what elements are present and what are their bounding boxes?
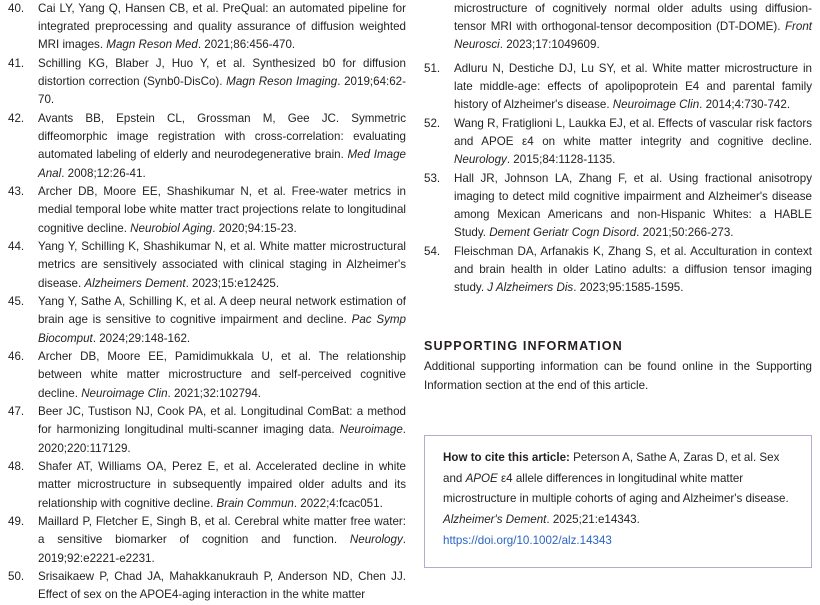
reference-details: . 2008;12:26-41. — [61, 166, 146, 180]
reference-50-continued — [424, 0, 812, 55]
reference-journal: Alzheimers Dement — [84, 276, 186, 290]
reference-text: Hall JR, Johnson LA, Zhang F, et al. Using fractional anisotropy imaging to detect mild cognitive impairment and Alzheimer's disease among Mexican Americans and non-Hispanic Whites: a HABLE Study. — [454, 171, 812, 240]
reference-number: 46. — [8, 350, 25, 364]
reference-text: Fleischman DA, Arfanakis K, Zhang S, et al. Acculturation in context and brain health in older Latino adults: a diffusion tensor imaging study. — [454, 244, 812, 295]
reference-text: Yang Y, Sathe A, Schilling K, et al. A deep neural network estimation of brain age is sensitive to cognitive impairment and decline. — [38, 295, 406, 327]
reference-details: . 2023;17:1049609. — [499, 38, 600, 52]
reference-text: microstructure of cognitively normal older adults using diffusion-tensor MRI with orthogonal-tensor decomposition (DT-DOME). — [454, 2, 812, 34]
reference-number: 47. — [8, 405, 25, 419]
reference-number: 43. — [8, 185, 25, 199]
reference-41 — [8, 55, 406, 110]
reference-journal: Neuroimage Clin — [81, 386, 168, 400]
reference-number: 51. — [424, 61, 441, 75]
reference-text: Srisaikaew P, Chad JA, Mahakkanukrauh P, Anderson ND, Chen JJ. Effect of sex on the APOE4-aging interaction in the white matter — [38, 570, 406, 602]
reference-number: 49. — [8, 515, 25, 529]
reference-number: 53. — [424, 171, 441, 185]
reference-number: 52. — [424, 116, 441, 130]
reference-details: . 2024;29:148-162. — [92, 331, 191, 345]
reference-details: . 2021;50:266-273. — [636, 226, 734, 240]
reference-text: Shafer AT, Williams OA, Perez E, et al. Accelerated decline in white matter microstructure in subsequently impaired older adults and its relationship with cognitive decline. — [38, 460, 406, 510]
reference-text: Maillard P, Fletcher E, Singh B, et al. Cerebral white matter free water: a sensitive biomarker of cognition and function. — [38, 515, 406, 547]
supporting-information-text: Additional supporting information can be found online in the Supporting Information section at the end of this article. — [424, 360, 812, 392]
reference-49 — [8, 513, 406, 568]
reference-43 — [8, 183, 406, 238]
reference-46 — [8, 348, 406, 403]
left-column — [8, 0, 406, 605]
reference-40 — [8, 0, 406, 55]
citation-box — [424, 435, 812, 568]
reference-journal: Neurobiol Aging — [130, 221, 213, 235]
reference-journal: J Alzheimers Dis — [487, 281, 574, 295]
reference-journal: Pac Symp Biocomput — [38, 313, 406, 345]
citation-doi-link[interactable]: https://doi.org/10.1002/alz.14343 — [443, 533, 612, 547]
reference-number: 48. — [8, 460, 25, 474]
reference-text: Schilling KG, Blaber J, Huo Y, et al. Synthesized b0 for diffusion distortion correction (Synb0-DisCo). — [38, 57, 406, 89]
citation-gene: APOE — [465, 471, 498, 485]
reference-44 — [8, 238, 406, 293]
citation-authors: Peterson A, Sathe A, Zaras D, et al. Sex and — [443, 451, 780, 485]
reference-text: Cai LY, Yang Q, Hansen CB, et al. PreQual: an automated pipeline for integrated preprocessing and quality assurance of diffusion weighted MRI images. — [38, 2, 406, 52]
reference-53 — [424, 170, 812, 243]
reference-number: 42. — [8, 112, 25, 125]
reference-details: . 2014;4:730-742. — [699, 98, 791, 112]
citation-title: ε4 allele differences in longitudinal white matter microstructure in multiple cohorts of aging and Alzheimer's disease. — [443, 471, 789, 506]
reference-details: . 2020;220:117129. — [38, 423, 406, 455]
reference-details: . 2019;64:62-70. — [38, 75, 406, 107]
reference-journal: Front Neurosci — [454, 20, 812, 52]
reference-journal: Neuroimage — [339, 423, 403, 437]
reference-journal: Neurology — [349, 533, 403, 547]
reference-48 — [8, 458, 406, 513]
reference-52 — [424, 115, 812, 170]
reference-51 — [424, 60, 812, 115]
right-column — [424, 0, 812, 568]
reference-text: Archer DB, Moore EE, Pamidimukkala U, et al. The relationship between white matter microstructure and self-perceived cognitive decline. — [38, 350, 406, 400]
reference-text: Beer JC, Tustison NJ, Cook PA, et al. Longitudinal ComBat: a method for harmonizing longitudinal multi-scanner imaging data. — [38, 405, 406, 437]
reference-50 — [8, 568, 406, 604]
supporting-information-heading: SUPPORTING INFORMATION — [424, 339, 623, 354]
reference-number: 50. — [8, 570, 25, 584]
reference-journal: Magn Reson Med — [106, 38, 198, 52]
reference-text: Archer DB, Moore EE, Shashikumar N, et al. Free-water metrics in medial temporal lobe white matter tract projections relate to longitudinal cognitive decline. — [38, 185, 406, 235]
reference-journal: Med Image Anal — [38, 148, 406, 180]
reference-journal: Magn Reson Imaging — [226, 75, 338, 89]
reference-details: . 2019;92:e2221-e2231. — [38, 533, 406, 565]
reference-journal: Brain Commun — [216, 496, 294, 510]
reference-45 — [8, 293, 406, 348]
reference-42 — [8, 110, 406, 183]
reference-journal: Neurology — [454, 153, 507, 167]
reference-details: . 2023;95:1585-1595. — [573, 281, 684, 295]
reference-number: 54. — [424, 244, 441, 258]
reference-text: Yang Y, Schilling K, Shashikumar N, et al. White matter microstructural metrics are sensitively associated with clinical staging in Alzheimer's disease. — [38, 240, 406, 290]
reference-number: 44. — [8, 240, 25, 254]
reference-journal: Dement Geriatr Cogn Disord — [489, 226, 637, 240]
reference-number: 41. — [8, 57, 25, 70]
reference-54 — [424, 243, 812, 298]
reference-number: 40. — [8, 2, 25, 15]
reference-details: . 2020;94:15-23. — [212, 221, 297, 235]
citation-journal: Alzheimer's Dement — [443, 513, 547, 527]
reference-details: . 2021;86:456-470. — [197, 38, 296, 52]
citation-details: . 2025;21:e14343. — [546, 513, 640, 527]
reference-47 — [8, 403, 406, 458]
reference-number: 45. — [8, 295, 25, 309]
reference-journal: Neuroimage Clin — [612, 98, 700, 112]
citation-label: How to cite this article: — [443, 451, 570, 465]
reference-text: Wang R, Fratiglioni L, Laukka EJ, et al. Effects of vascular risk factors and APOE ε4 on white matter integrity and cognitive decline. — [454, 116, 812, 148]
reference-details: . 2023;15:e12425. — [185, 276, 280, 290]
reference-details: . 2015;84:1128-1135. — [506, 153, 616, 167]
reference-details: . 2022;4:fcac051. — [293, 496, 383, 510]
reference-text: Adluru N, Destiche DJ, Lu SY, et al. White matter microstructure in late middle-age: effects of apolipoprotein E4 and parental family history of Alzheimer's disease. — [454, 61, 812, 112]
reference-text: Avants BB, Epstein CL, Grossman M, Gee JC. Symmetric diffeomorphic image registration with cross-correlation: evaluating automated labeling of elderly and neurodegenerative brain. — [38, 112, 406, 162]
reference-details: . 2021;32:102794. — [167, 386, 262, 400]
